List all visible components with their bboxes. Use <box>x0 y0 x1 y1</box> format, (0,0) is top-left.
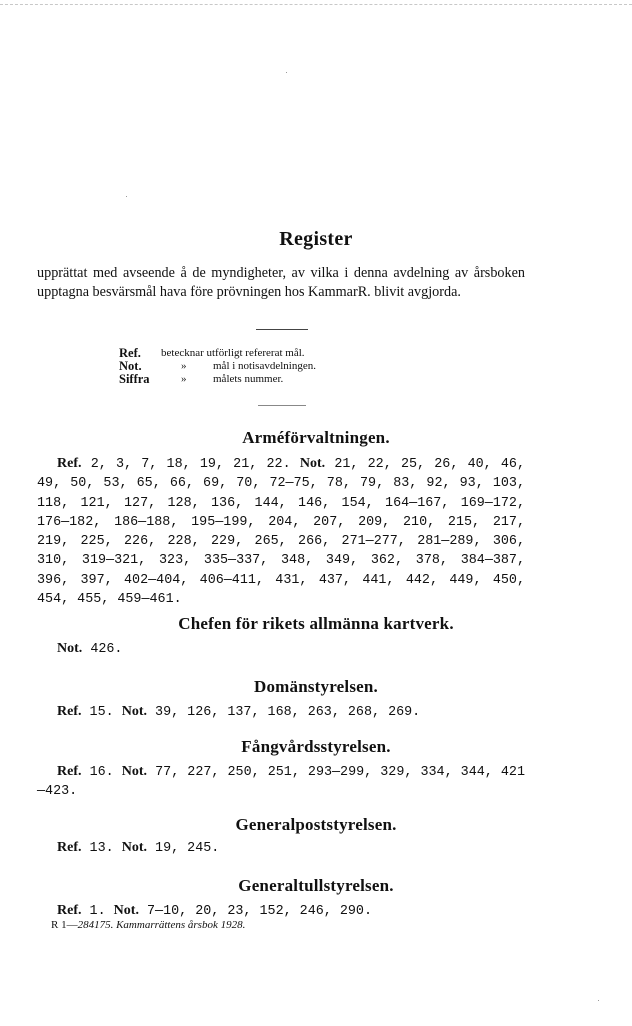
scan-edge-line <box>0 4 632 5</box>
case-numbers: 21, 22, 25, 26, 40, 46, 49, 50, 53, 65, 66, 69, 70, 72—75, 78, 79, 83, 92, 93, 103, 118, 121, 127, 128, 136, 144, 146, 154, 164—167, 169—172, 176—182, 186—188, 195—199, 204, 207, 209, 210, 215, 217, 219, 225, 226, 228, 229, 265, 266, 271—277, 281—289, 306, 310, 319—321, 323, 335—337, 348, 349, 362, 378, 384—387, 396, 397, 402—404, 406—411, 431, 437, 441, 442, 449, 450, 454, 455, 459—461. <box>37 457 526 608</box>
legend-desc: mål i notisavdelningen. <box>213 360 316 372</box>
register-intro: upprättat med avseende å de myndigheter, av vilka i denna avdelning av årsboken upptagna besvärsmål hava före prövningen hos KammarR. blivit avgjorda. <box>37 265 525 301</box>
case-numbers: 39, 126, 137, 168, 263, 268, 269. <box>155 705 421 720</box>
footer-text: 284175. Kammarrättens årsbok 1928. <box>77 919 246 931</box>
legend-row <box>119 347 316 360</box>
ditto-mark: » <box>181 373 187 385</box>
section-entries <box>37 838 525 858</box>
ref-label: Ref. <box>57 903 82 918</box>
not-label: Not. <box>121 840 147 855</box>
not-label: Not. <box>57 641 83 656</box>
ref-label: Ref. <box>57 456 82 471</box>
not-label: Not. <box>121 764 148 779</box>
legend-key: Siffra <box>119 372 150 386</box>
register-title: Register <box>279 228 353 250</box>
case-numbers: 16. <box>89 765 114 780</box>
scan-speck <box>598 1000 599 1001</box>
ref-label: Ref. <box>57 764 82 779</box>
abbreviation-legend <box>119 347 316 386</box>
case-numbers: 13. <box>89 841 114 856</box>
section-heading: Generaltullstyrelsen. <box>238 876 394 895</box>
section-heading: Fångvårdsstyrelsen. <box>241 737 391 756</box>
not-label: Not. <box>299 456 326 471</box>
case-numbers: 19, 245. <box>155 841 220 856</box>
divider-rule <box>256 329 308 330</box>
not-label: Not. <box>121 704 147 719</box>
case-numbers: 1. <box>89 904 106 919</box>
section-entries <box>37 702 525 722</box>
section-heading: Generalpoststyrelsen. <box>235 815 397 834</box>
section-heading: Chefen för rikets allmänna kartverk. <box>178 614 454 633</box>
section-entries <box>37 639 525 659</box>
section-heading: Arméförvaltningen. <box>242 428 390 447</box>
legend-key: Ref. <box>119 346 141 360</box>
divider-rule <box>258 405 306 406</box>
legend-desc: målets nummer. <box>213 373 284 385</box>
section-entries <box>37 454 525 609</box>
scan-speck <box>126 196 127 197</box>
case-numbers: 426. <box>90 642 123 657</box>
footer-code: R 1— <box>51 919 78 931</box>
case-numbers: 77, 227, 250, 251, 293—299, 329, 334, 344, 421—423. <box>37 765 525 800</box>
legend-desc: betecknar utförligt refererat mål. <box>161 347 305 359</box>
ditto-mark: » <box>181 360 187 372</box>
section-heading: Domänstyrelsen. <box>253 677 379 696</box>
case-numbers: 15. <box>89 705 114 720</box>
not-label: Not. <box>113 903 139 918</box>
section-entries <box>37 762 525 802</box>
legend-key: Not. <box>119 359 142 373</box>
legend-row <box>119 373 316 386</box>
case-numbers: 2, 3, 7, 18, 19, 21, 22. <box>90 457 291 472</box>
scan-speck <box>286 72 287 73</box>
case-numbers: 7—10, 20, 23, 152, 246, 290. <box>147 904 372 919</box>
ref-label: Ref. <box>57 704 82 719</box>
ref-label: Ref. <box>57 840 82 855</box>
print-footer <box>51 919 245 931</box>
